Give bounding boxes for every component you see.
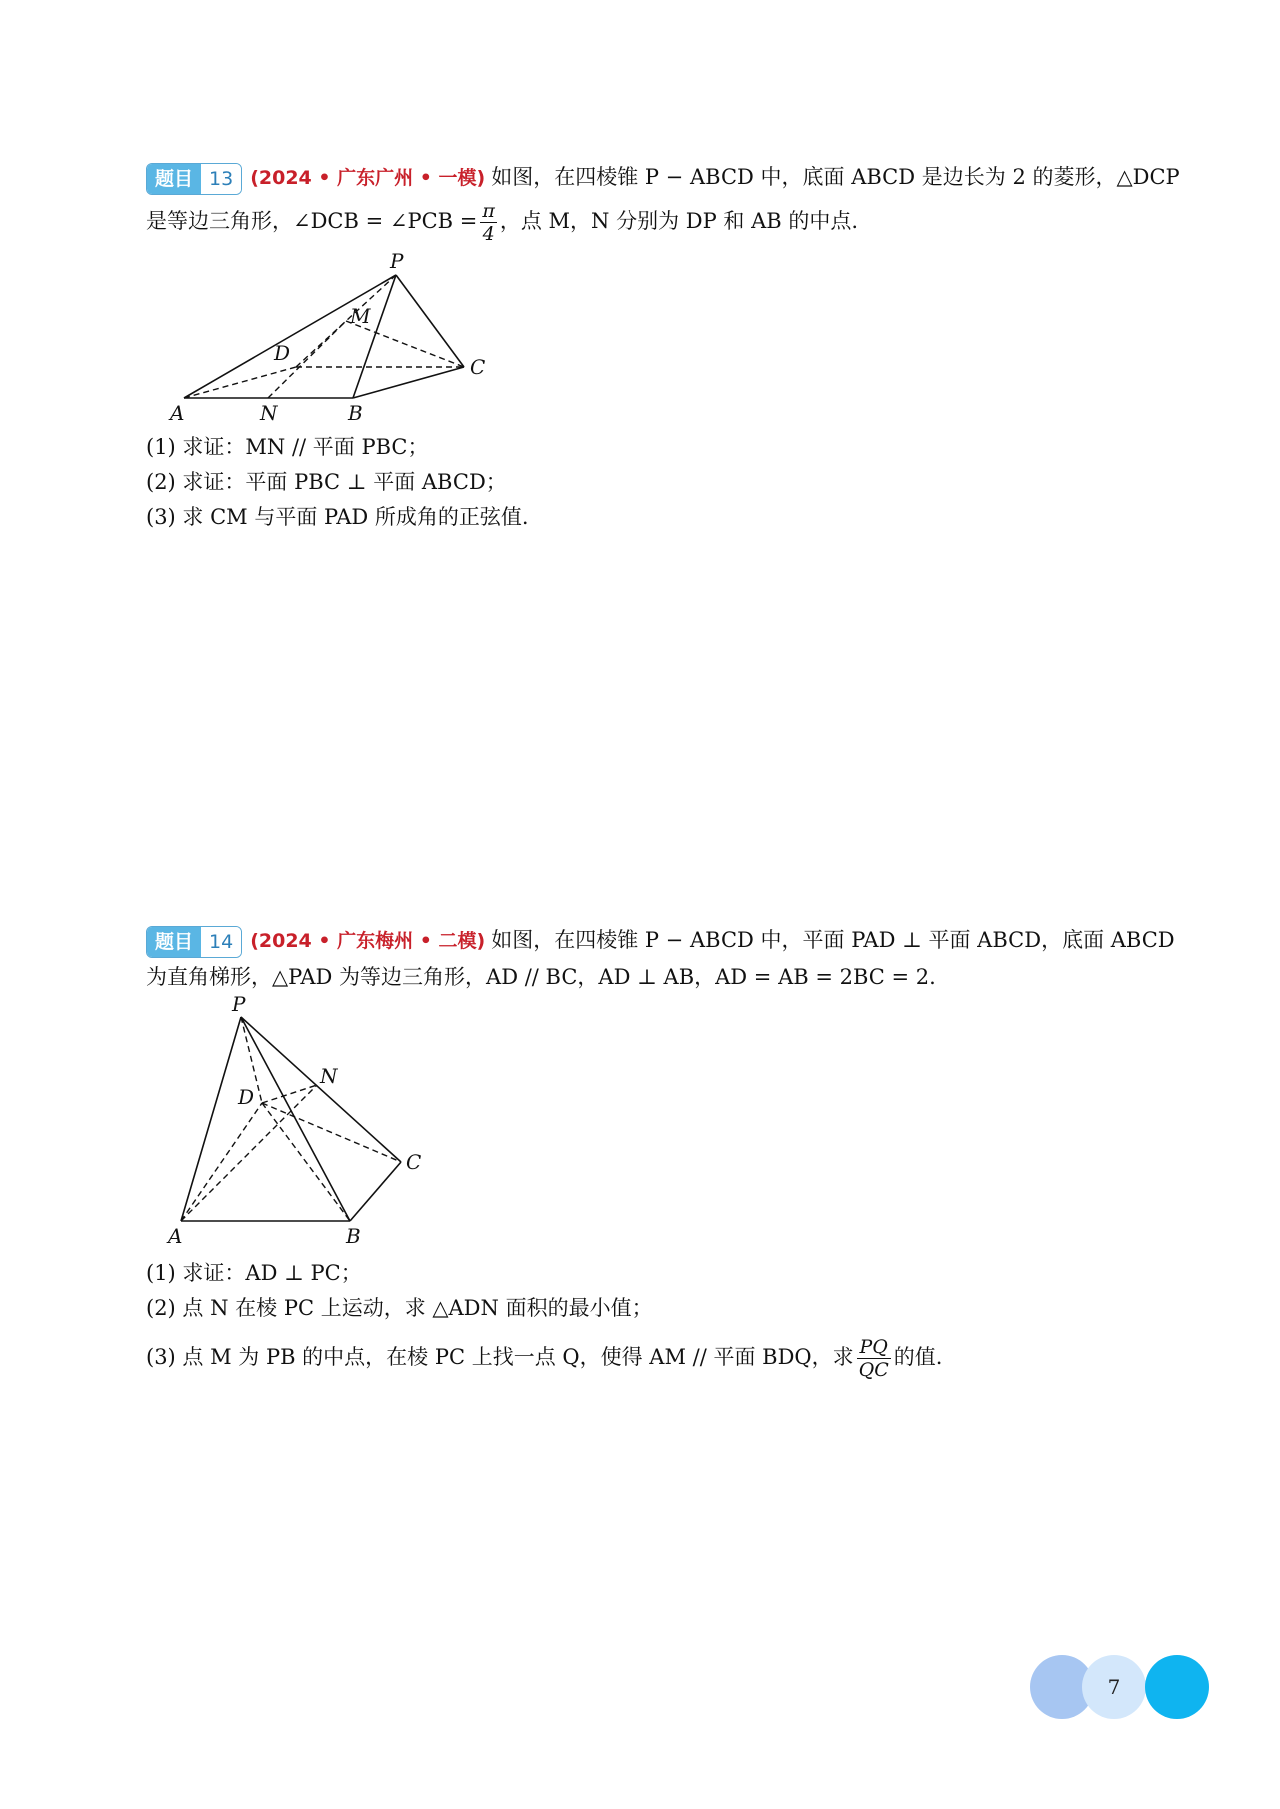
vertex-label-D: D xyxy=(238,1085,255,1109)
edge-AD xyxy=(181,1103,262,1221)
fraction-pq-over-qc xyxy=(857,1336,891,1381)
vertex-label-B: B xyxy=(346,1224,361,1248)
pyramid-figure-13 xyxy=(160,250,500,430)
page-number: 7 xyxy=(1107,1675,1121,1699)
page-number-badge xyxy=(1030,1655,1220,1719)
edge-BC xyxy=(353,367,464,398)
edge-DC xyxy=(262,1103,401,1162)
decor-circle-right xyxy=(1145,1655,1209,1719)
edge-AD xyxy=(184,367,296,398)
pyramid-figure-14 xyxy=(160,995,460,1255)
vertex-label-P: P xyxy=(390,250,404,273)
edge-PB xyxy=(353,275,396,398)
problem-13-tag xyxy=(146,163,242,195)
problem-number: 13 xyxy=(201,164,241,194)
vertex-label-D: D xyxy=(274,341,291,365)
question-text: (3) 点 M 为 PB 的中点，在棱 PC 上找一点 Q，使得 AM // 平面 BDQ，求 xyxy=(146,1345,854,1369)
stem-text: 是等边三角形，∠DCB = ∠PCB = xyxy=(146,209,478,233)
vertex-label-N: N xyxy=(260,401,278,425)
fraction-pi-over-4 xyxy=(480,200,497,245)
diagonal-DB xyxy=(262,1103,350,1221)
fraction-denominator: QC xyxy=(858,1359,889,1381)
question-14-2: (2) 点 N 在棱 PC 上运动，求 △ADN 面积的最小值； xyxy=(146,1296,653,1320)
stem-text: 如图，在四棱锥 P − ABCD 中，底面 ABCD 是边长为 2 的菱形，△DCP xyxy=(491,165,1180,189)
vertex-label-A: A xyxy=(170,401,185,425)
edge-PB xyxy=(241,1017,350,1221)
question-14-3 xyxy=(146,1336,942,1381)
problem-13-stem-line2 xyxy=(146,200,858,245)
question-14-1: (1) 求证：AD ⊥ PC； xyxy=(146,1261,362,1285)
vertex-label-C: C xyxy=(470,355,486,379)
stem-text: 如图，在四棱锥 P − ABCD 中，平面 PAD ⊥ 平面 ABCD，底面 ABCD xyxy=(491,928,1175,952)
problem-tag-label: 题目 xyxy=(147,164,201,194)
edge-BC xyxy=(350,1162,401,1221)
stem-text: ，点 M，N 分别为 DP 和 AB 的中点. xyxy=(499,209,859,233)
vertex-label-N: N xyxy=(320,1064,338,1088)
question-13-1: (1) 求证：MN // 平面 PBC； xyxy=(146,435,429,459)
edge-PA xyxy=(184,275,396,398)
problem-source: (2024 • 广东梅州 • 二模) xyxy=(250,930,486,952)
problem-number: 14 xyxy=(201,927,241,957)
problem-tag-label: 题目 xyxy=(147,927,201,957)
edge-PC xyxy=(241,1017,401,1162)
vertex-label-C: C xyxy=(406,1150,422,1174)
problem-14-tag xyxy=(146,926,242,958)
question-13-2: (2) 求证：平面 PBC ⊥ 平面 ABCD； xyxy=(146,470,507,494)
vertex-label-A: A xyxy=(168,1224,183,1248)
fraction-numerator: PQ xyxy=(857,1336,891,1359)
problem-13-stem-line1 xyxy=(146,162,1180,195)
problem-14-stem-line1 xyxy=(146,925,1175,958)
problem-source: (2024 • 广东广州 • 一模) xyxy=(250,167,486,189)
vertex-label-B: B xyxy=(348,401,363,425)
vertex-label-P: P xyxy=(232,995,246,1016)
fraction-denominator: 4 xyxy=(482,223,495,245)
question-text: 的值. xyxy=(893,1345,943,1369)
edge-PC xyxy=(396,275,464,367)
problem-14-stem-line2: 为直角梯形，△PAD 为等边三角形，AD // BC，AD ⊥ AB，AD = AB = 2BC = 2. xyxy=(146,965,936,989)
vertex-label-M: M xyxy=(350,304,371,328)
question-13-3: (3) 求 CM 与平面 PAD 所成角的正弦值. xyxy=(146,505,529,529)
fraction-numerator: π xyxy=(482,200,495,222)
